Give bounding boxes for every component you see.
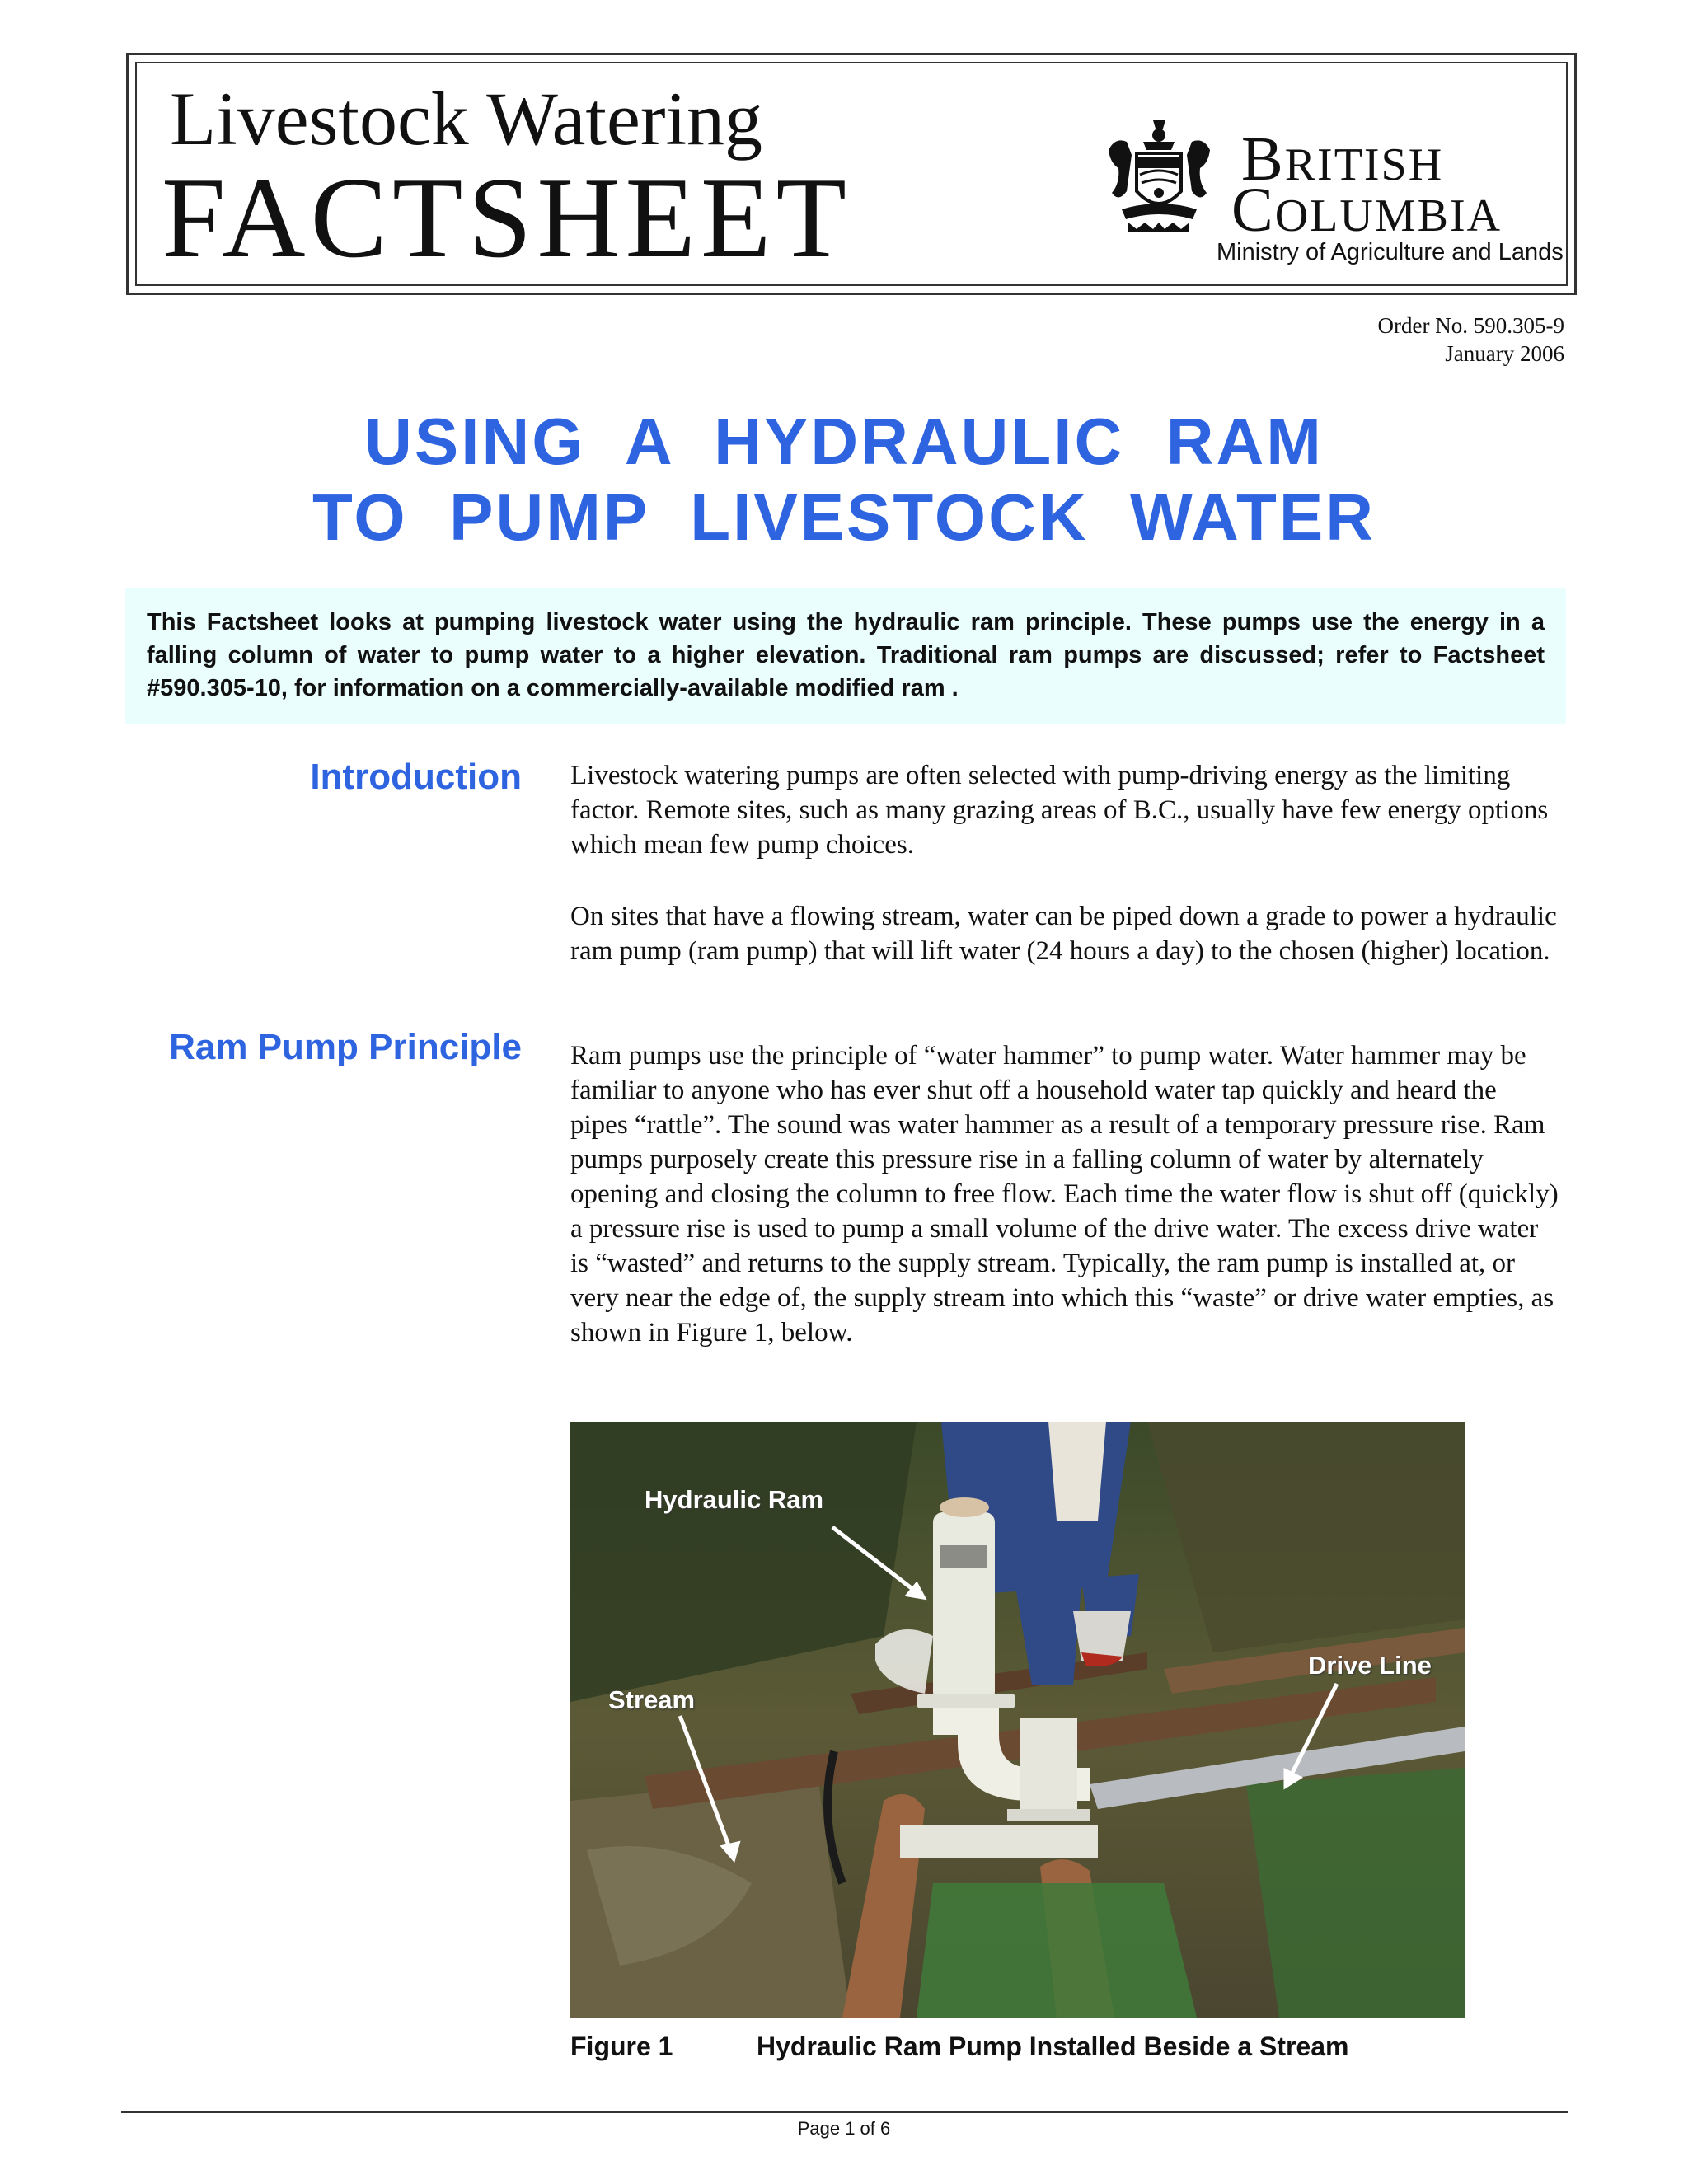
province-name-line1: BRITISH (1241, 124, 1444, 194)
title-line-2: TO PUMP LIVESTOCK WATER (312, 480, 1376, 554)
series-title: Livestock Watering (170, 77, 763, 161)
masthead (126, 53, 1577, 295)
order-info (1378, 312, 1564, 368)
publication-date: January 2006 (1445, 341, 1564, 366)
footer-divider (121, 2111, 1568, 2113)
factsheet-wordmark: FACTSHEET (162, 154, 851, 282)
page-number: Page 1 of 6 (797, 2118, 891, 2139)
introduction-paragraph-2: On sites that have a flowing stream, water can be piped down a grade to power a hydraulic ram pump (ram pump) that will lift water (24 hours a day) to the chosen (higher) location. (570, 902, 1557, 966)
title-line-1: USING A HYDRAULIC RAM (364, 405, 1324, 478)
document-title (0, 404, 1688, 555)
ministry-name: Ministry of Agriculture and Lands (1217, 239, 1564, 265)
drive-line-label: Drive Line (1308, 1651, 1432, 1680)
province-name-line2: COLUMBIA (1231, 176, 1503, 245)
order-number: Order No. 590.305-9 (1377, 313, 1564, 338)
hydraulic-ram-label: Hydraulic Ram (645, 1485, 824, 1514)
figure-1-photo (570, 1422, 1465, 2018)
ram-pump-principle-paragraph: Ram pumps use the principle of “water hammer” to pump water. Water hammer may be familiar to anyone who has ever shut off a household water tap quickly and heard the pipes “rattle”. The sound was water hammer as a result of a temporary pressure rise. Ram pumps purposely create this pressure rise in a falling column of water by alternately opening and closing the column to free flow. Each time the water flow is shut off (quickly) a pressure rise is used to pump a small volume of the drive water. The excess drive water is “wasted” and returns to the supply stream. Typically, the ram pump is installed at, or very near the edge of, the supply stream into which this “waste” or drive water empties, as shown in Figure 1, below. (570, 1041, 1559, 1347)
figure-number: Figure 1 (570, 2032, 673, 2061)
masthead-inner-border (135, 62, 1568, 286)
summary-box: This Factsheet looks at pumping livestock water using the hydraulic ram principle. These pumps use the energy in a falling column of water to pump water to a higher elevation. Traditional ram pumps are discussed; refer to Factsheet #590.305-10, for information on a commercially-available modified ram . (125, 588, 1566, 724)
introduction-heading: Introduction (310, 757, 522, 797)
bc-coat-of-arms-icon (1104, 117, 1215, 237)
stream-label: Stream (608, 1685, 696, 1714)
introduction-paragraph-1: Livestock watering pumps are often selected with pump-driving energy as the limiting factor. Remote sites, such as many grazing areas of B.C., usually have few energy options which mean few pump choices. (570, 761, 1549, 860)
figure-caption: Hydraulic Ram Pump Installed Beside a Stream (757, 2032, 1349, 2061)
ram-pump-principle-heading: Ram Pump Principle (169, 1027, 522, 1067)
